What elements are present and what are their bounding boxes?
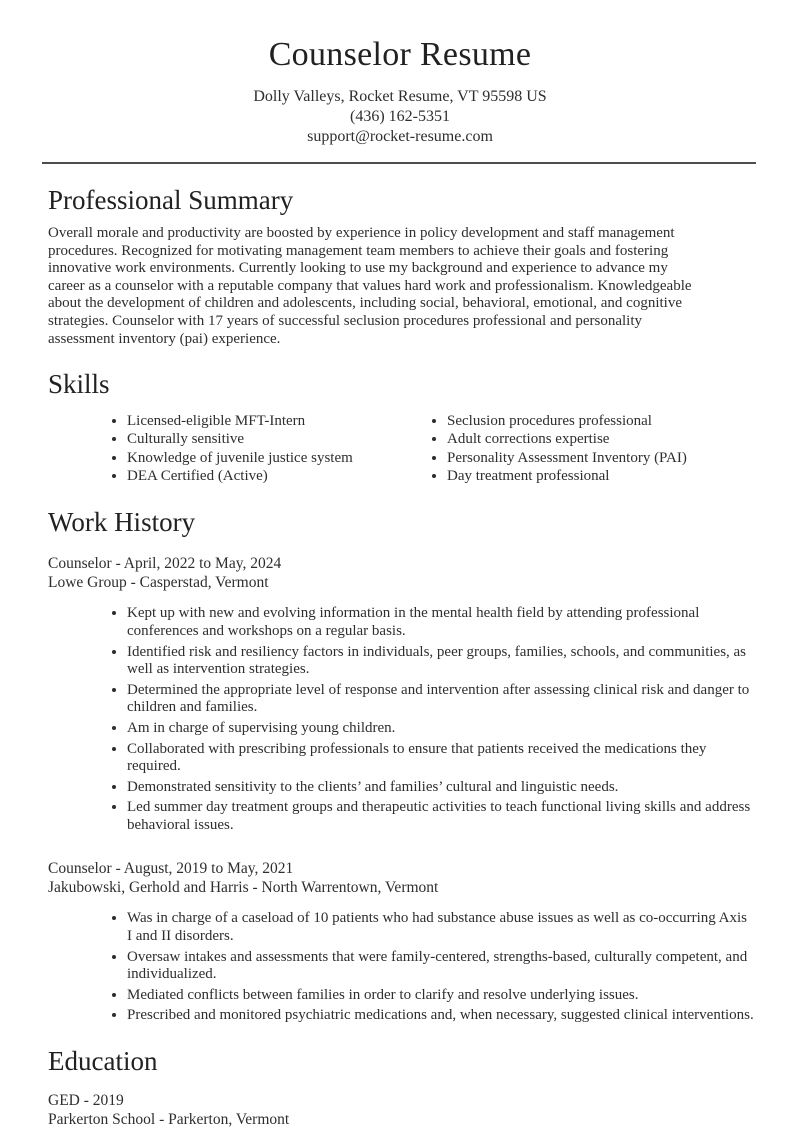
job-entry-2 — [48, 859, 754, 1025]
job-bullet-list — [105, 910, 755, 1025]
education-degree-line: GED - 2019 — [48, 1092, 124, 1110]
job-bullet-list — [105, 605, 755, 834]
contact-address: Dolly Valleys, Rocket Resume, VT 95598 US — [253, 88, 547, 105]
skills-column-right — [425, 413, 745, 486]
skill-item: • Adult corrections expertise — [447, 431, 745, 449]
skill-item: • DEA Certified (Active) — [127, 468, 425, 486]
education-entry — [48, 1091, 748, 1129]
resume-title: Counselor Resume — [268, 36, 532, 73]
job-bullet: • Led summer day treatment groups and therapeutic activities to teach functional living skills and address behavioral issues. — [127, 799, 755, 834]
contact-email: support@rocket-resume.com — [307, 128, 493, 145]
job-company-line: Jakubowski, Gerhold and Harris - North Warrentown, Vermont — [48, 879, 439, 897]
job-bullet: • Am in charge of supervising young children. — [127, 720, 755, 738]
skills-column-left — [105, 413, 425, 486]
skill-item: • Personality Assessment Inventory (PAI) — [447, 450, 745, 468]
header-divider — [42, 162, 756, 164]
skills-heading: Skills — [48, 369, 110, 400]
work-history-heading: Work History — [48, 507, 196, 538]
summary-heading: Professional Summary — [48, 185, 294, 215]
section-professional-summary — [0, 185, 800, 348]
job-bullet: • Collaborated with prescribing professionals to ensure that patients received the medications they required. — [127, 741, 755, 776]
job-title-line: Counselor - August, 2019 to May, 2021 — [48, 860, 294, 878]
skill-item: • Day treatment professional — [447, 468, 745, 486]
section-education — [0, 1046, 800, 1129]
section-work-history — [0, 507, 800, 1025]
job-entry-1 — [48, 554, 751, 834]
section-skills — [0, 369, 800, 486]
skills-columns — [105, 413, 748, 486]
job-title-line: Counselor - April, 2022 to May, 2024 — [48, 555, 282, 573]
resume-header — [0, 36, 800, 147]
job-bullet: • Oversaw intakes and assessments that were family-centered, strengths-based, culturally competent, and individualized. — [127, 949, 755, 984]
job-bullet: • Was in charge of a caseload of 10 patients who had substance abuse issues as well as co-occurring Axis I and II disorders. — [127, 910, 755, 945]
education-school-line: Parkerton School - Parkerton, Vermont — [48, 1111, 290, 1129]
job-bullet: • Kept up with new and evolving information in the mental health field by attending professional conferences and workshops on a regular basis. — [127, 605, 755, 640]
education-heading: Education — [48, 1046, 158, 1077]
summary-text: Overall morale and productivity are boosted by experience in policy development and staff management procedures. Recognized for motivating management team members to achieve their goals and fostering innovative work environments. Currently looking to use my background and experience to advance my career as a counselor with a reputable company that values hard work and professionalism. Knowledgeable about the development of children and adolescents, including social, behavioral, emotional, and cognitive strategies. Counselor with 17 years of successful seclusion procedures professional and personality assessment inventory (pai) experience. — [48, 225, 692, 347]
skill-item: • Licensed-eligible MFT-Intern — [127, 413, 425, 431]
contact-phone: (436) 162-5351 — [350, 108, 450, 125]
job-bullet: • Demonstrated sensitivity to the clients’ and families’ cultural and linguistic needs. — [127, 779, 755, 797]
skill-item: • Culturally sensitive — [127, 431, 425, 449]
skill-item: • Seclusion procedures professional — [447, 413, 745, 431]
job-bullet: • Identified risk and resiliency factors in individuals, peer groups, families, schools, and communities, as well as intervention strategies. — [127, 644, 755, 679]
job-bullet: • Prescribed and monitored psychiatric medications and, when necessary, suggested clinical interventions. — [127, 1007, 755, 1025]
job-company-line: Lowe Group - Casperstad, Vermont — [48, 574, 269, 592]
skill-item: • Knowledge of juvenile justice system — [127, 450, 425, 468]
job-bullet: • Mediated conflicts between families in order to clarify and resolve underlying issues. — [127, 987, 755, 1005]
job-bullet: • Determined the appropriate level of response and intervention after assessing clinical risk and danger to children and families. — [127, 682, 755, 717]
